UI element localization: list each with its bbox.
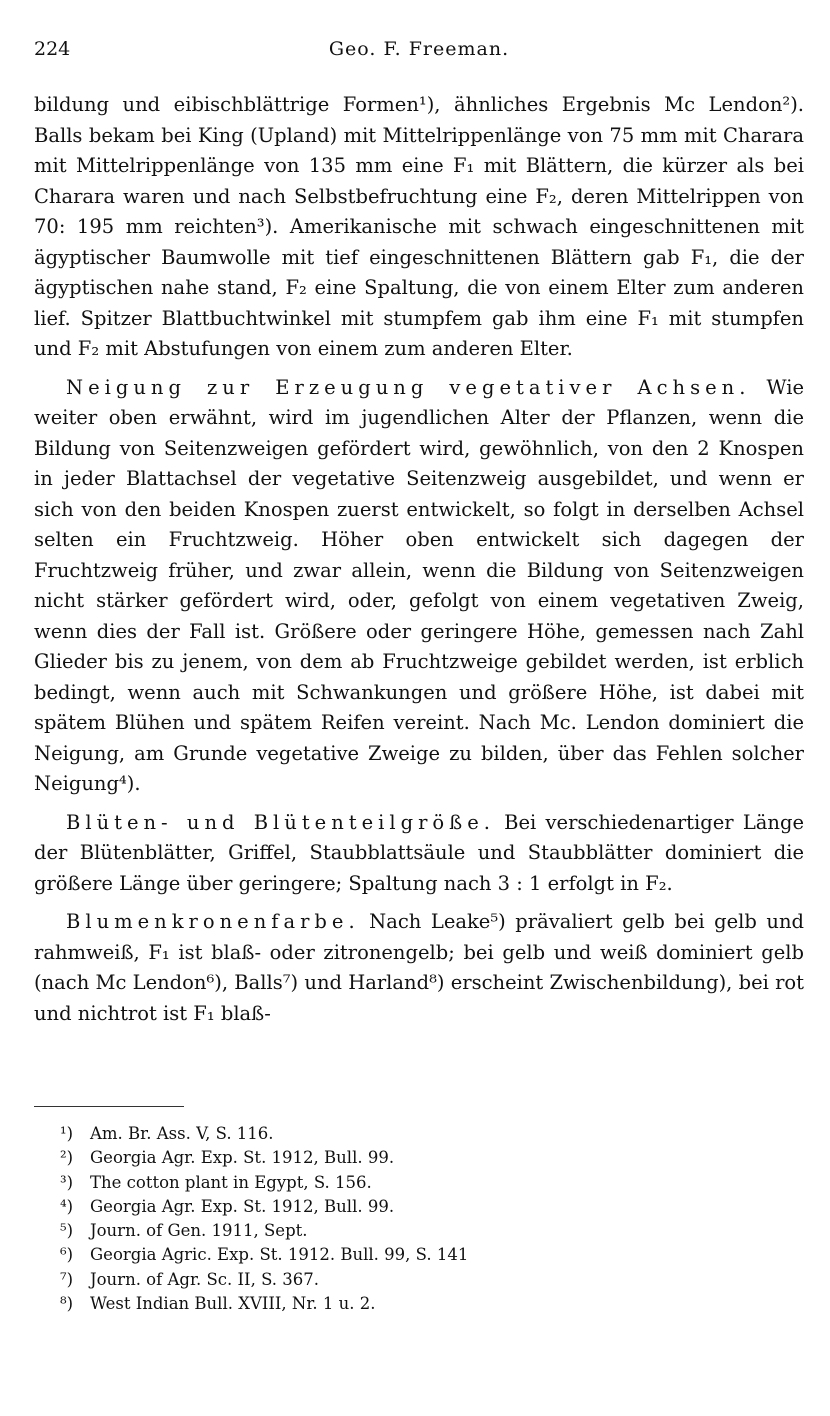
footnote-mark: ⁶) xyxy=(60,1245,74,1265)
footnote-mark: ⁷) xyxy=(60,1269,74,1289)
footnote xyxy=(60,1243,800,1267)
footnote-mark: ⁵) xyxy=(60,1221,74,1241)
footnote-divider xyxy=(34,1106,184,1107)
footnote-mark: ⁴) xyxy=(60,1196,74,1216)
paragraph xyxy=(34,907,804,1029)
footnote-mark: ⁸) xyxy=(60,1294,74,1314)
footnote-mark: ³) xyxy=(60,1172,74,1192)
section-lead: Blumenkronenfarbe. xyxy=(66,910,360,933)
footnote xyxy=(60,1146,800,1170)
footnote-text: Journ. of Agr. Sc. II, S. 367. xyxy=(90,1269,320,1289)
paragraph xyxy=(34,808,804,900)
running-title: Geo. F. Freeman. xyxy=(328,38,510,60)
footnote-text: Am. Br. Ass. V, S. 116. xyxy=(90,1124,274,1143)
paragraph xyxy=(34,373,804,800)
paragraph-text: Bei verschiedenartiger Länge der Blütenblätter, Griffel, Staubblattsäule und Staubblätter dominiert die größere Länge über geringere; Spaltung nach 3 : 1 erfolgt in F₂. xyxy=(34,810,804,895)
page-header xyxy=(34,38,804,68)
footnote-text: Georgia Agr. Exp. St. 1912, Bull. 99. xyxy=(90,1148,395,1168)
section-lead: Blüten- und Blütenteilgröße. xyxy=(66,810,495,834)
section-lead: Neigung zur Erzeugung vegetativer Achsen. xyxy=(66,375,751,399)
footnote xyxy=(60,1171,800,1195)
footnote-text: Journ. of Gen. 1911, Sept. xyxy=(90,1221,308,1241)
footnote-text: Georgia Agric. Exp. St. 1912. Bull. 99, S. 141 xyxy=(90,1245,469,1265)
footnote xyxy=(60,1195,800,1219)
footnotes xyxy=(60,1122,800,1316)
footnote xyxy=(60,1122,800,1146)
footnote xyxy=(60,1219,800,1243)
footnote-text: The cotton plant in Egypt, S. 156. xyxy=(90,1172,372,1192)
paragraph-text: Wie weiter oben erwähnt, wird im jugendlichen Alter der Pflanzen, wenn die Bildung von Seitenzweigen gefördert wird, gewöhnlich, von den 2 Knospen in jeder Blattachsel der vegetative Seitenzweig ausgebildet, und wenn er sich von den beiden Knospen zuerst entwickelt, so folgt in derselben Achsel selten ein Fruchtzweig. Höher oben entwickelt sich dagegen der Fruchtzweig früher, und zwar allein, wenn die Bildung von Seitenzweigen nicht stärker gefördert wird, oder, gefolgt von einem vegetativen Zweig, wenn dies der Fall ist. Größere oder geringere Höhe, gemessen nach Zahl Glieder bis zu jenem, von dem ab Fruchtzweige gebildet werden, ist erblich bedingt, wenn auch mit Schwankungen und größere Höhe, ist dabei mit spätem Blühen und spätem Reifen vereint. Nach Mc. Lendon dominiert die Neigung, am Grunde vegetative Zweige zu bilden, über das Fehlen solcher Neigung⁴). xyxy=(34,375,804,795)
page-number: 224 xyxy=(34,38,71,60)
footnote-mark: ²) xyxy=(60,1148,74,1168)
footnote-text: West Indian Bull. XVIII, Nr. 1 u. 2. xyxy=(90,1294,376,1314)
main-text xyxy=(34,90,804,1037)
paragraph-text: Nach Leake⁵) prävaliert gelb bei gelb und rahmweiß, F₁ ist blaß- oder zitronengelb; bei gelb und weiß dominiert gelb (nach Mc Lendon⁶), Balls⁷) und Harland⁸) erscheint Zwischenbildung), bei rot und nichtrot ist F₁ blaß- xyxy=(34,910,804,1025)
paragraph xyxy=(34,90,804,365)
footnote xyxy=(60,1268,800,1292)
footnote-text: Georgia Agr. Exp. St. 1912, Bull. 99. xyxy=(90,1196,395,1216)
paragraph-text: bildung und eibischblättrige Formen¹), ähnliches Ergebnis Mc Lendon²). Balls bekam bei King (Upland) mit Mittelrippenlänge von 75 mm mit Charara mit Mittelrippenlänge von 135 mm eine F₁ mit Blättern, die kürzer als bei Charara waren und nach Selbstbefruchtung eine F₂, deren Mittelrippen von 70: 195 mm reichten³). Amerikanische mit schwach eingeschnittenen mit ägyptischer Baumwolle mit tief eingeschnittenen Blättern gab F₁, die der ägyptischen nahe stand, F₂ eine Spaltung, die von einem Elter zum anderen lief. Spitzer Blattbuchtwinkel mit stumpfem gab ihm eine F₁ mit stumpfen und F₂ mit Abstufungen von einem zum anderen Elter. xyxy=(34,93,804,360)
footnote xyxy=(60,1292,800,1316)
footnote-mark: ¹) xyxy=(60,1124,74,1143)
